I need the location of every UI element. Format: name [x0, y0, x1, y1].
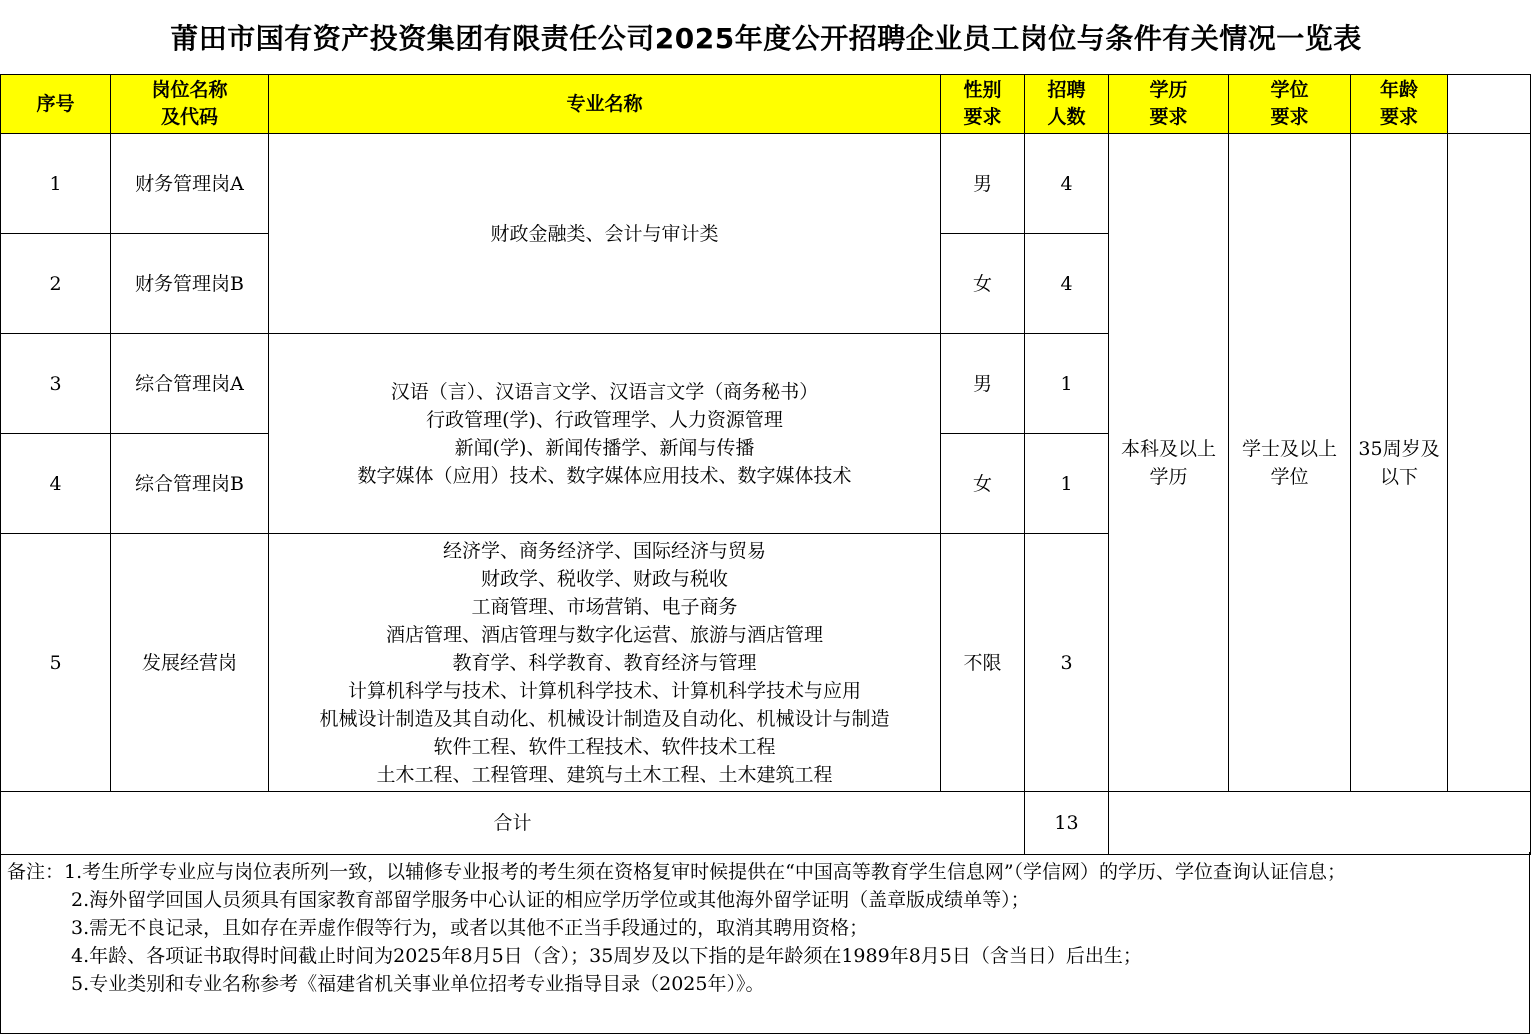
header-blank [1448, 75, 1531, 134]
positions-table [0, 74, 1531, 855]
total-blank [1109, 792, 1531, 855]
major-line: 计算机科学与技术、计算机科学技术、计算机科学技术与应用 [347, 679, 861, 702]
major-line: 酒店管理、酒店管理与数字化运营、旅游与酒店管理 [385, 623, 823, 646]
header-count-line1: 招聘 [1047, 79, 1086, 101]
degree-line2: 学位 [1270, 465, 1309, 488]
header-edu-line1: 学历 [1149, 79, 1188, 101]
header-gender [941, 75, 1025, 134]
post-cell: 综合管理岗B [111, 434, 269, 534]
header-post [111, 75, 269, 134]
major-cell-general [269, 334, 941, 534]
major-line: 工商管理、市场营销、电子商务 [471, 595, 738, 618]
count-cell: 3 [1025, 534, 1109, 792]
seq-cell: 3 [1, 334, 111, 434]
gender-cell: 不限 [941, 534, 1025, 792]
table-row [1, 134, 1531, 234]
major-line: 机械设计制造及其自动化、机械设计制造及自动化、机械设计与制造 [319, 707, 890, 730]
age-line2: 以下 [1379, 465, 1418, 488]
major-cell-finance: 财政金融类、会计与审计类 [269, 134, 941, 334]
count-cell: 4 [1025, 134, 1109, 234]
major-line: 数字媒体（应用）技术、数字媒体应用技术、数字媒体技术 [357, 464, 852, 487]
count-cell: 1 [1025, 434, 1109, 534]
post-cell: 财务管理岗A [111, 134, 269, 234]
header-edu [1109, 75, 1229, 134]
header-gender-line1: 性别 [963, 79, 1002, 101]
gender-cell: 男 [941, 334, 1025, 434]
header-seq: 序号 [1, 75, 111, 134]
total-label: 合计 [1, 792, 1025, 855]
seq-cell: 2 [1, 234, 111, 334]
major-cell-development [269, 534, 941, 792]
major-line: 汉语（言）、汉语言文学、汉语言文学（商务秘书） [390, 380, 819, 403]
header-degree [1229, 75, 1351, 134]
header-age [1351, 75, 1448, 134]
remark-3: 3.需无不良记录，且如存在弄虚作假等行为，或者以其他不正当手段通过的，取消其聘用资格； [71, 917, 869, 939]
header-degree-line1: 学位 [1270, 79, 1309, 101]
header-edu-line2: 要求 [1149, 106, 1188, 128]
header-age-line2: 要求 [1379, 106, 1418, 128]
header-major: 专业名称 [269, 75, 941, 134]
header-row [1, 75, 1531, 134]
header-count-line2: 人数 [1047, 106, 1086, 128]
major-line: 教育学、科学教育、教育经济与管理 [452, 651, 757, 674]
header-age-line1: 年龄 [1379, 79, 1418, 101]
major-line: 经济学、商务经济学、国际经济与贸易 [442, 539, 766, 562]
degree-line1: 学士及以上 [1241, 437, 1337, 460]
total-row [1, 792, 1531, 855]
header-post-line2: 及代码 [160, 106, 218, 128]
count-cell: 1 [1025, 334, 1109, 434]
edu-line1: 本科及以上 [1120, 437, 1216, 460]
header-count [1025, 75, 1109, 134]
major-line: 软件工程、软件工程技术、软件技术工程 [433, 735, 776, 758]
header-post-line1: 岗位名称 [151, 79, 228, 101]
post-cell: 财务管理岗B [111, 234, 269, 334]
edu-requirement-cell [1109, 134, 1229, 792]
major-line: 财政学、税收学、财政与税收 [480, 567, 728, 590]
remark-1: 备注：1.考生所学专业应与岗位表所列一致，以辅修专业报考的考生须在资格复审时候提供在“中国高等教育学生信息网”（学信网）的学历、学位查询认证信息； [7, 861, 1347, 883]
remark-5: 5.专业类别和专业名称参考《福建省机关事业单位招考专业指导目录（2025年）》。 [71, 973, 765, 995]
page-title: 莆田市国有资产投资集团有限责任公司2025年度公开招聘企业员工岗位与条件有关情况一览表 [170, 22, 1362, 55]
seq-cell: 4 [1, 434, 111, 534]
seq-cell: 1 [1, 134, 111, 234]
gender-cell: 女 [941, 234, 1025, 334]
total-value: 13 [1025, 792, 1109, 855]
major-line: 行政管理(学)、行政管理学、人力资源管理 [426, 408, 783, 431]
remarks [0, 852, 1530, 1034]
count-cell: 4 [1025, 234, 1109, 334]
major-line: 新闻(学)、新闻传播学、新闻与传播 [454, 436, 755, 459]
post-cell: 发展经营岗 [111, 534, 269, 792]
remark-2: 2.海外留学回国人员须具有国家教育部留学服务中心认证的相应学历学位或其他海外留学证明（盖章版成绩单等）； [71, 889, 1030, 911]
header-degree-line2: 要求 [1270, 106, 1309, 128]
edu-line2: 学历 [1149, 465, 1188, 488]
major-line: 土木工程、工程管理、建筑与土木工程、土木建筑工程 [376, 763, 833, 786]
post-cell: 综合管理岗A [111, 334, 269, 434]
degree-requirement-cell [1229, 134, 1351, 792]
age-line1: 35周岁及 [1358, 437, 1440, 460]
seq-cell: 5 [1, 534, 111, 792]
gender-cell: 男 [941, 134, 1025, 234]
remark-4: 4.年龄、各项证书取得时间截止时间为2025年8月5日（含）；35周岁及以下指的是年龄须在1989年8月5日（含当日）后出生； [71, 945, 1142, 967]
header-gender-line2: 要求 [963, 106, 1002, 128]
blank-cell [1448, 134, 1531, 792]
age-requirement-cell [1351, 134, 1448, 792]
gender-cell: 女 [941, 434, 1025, 534]
